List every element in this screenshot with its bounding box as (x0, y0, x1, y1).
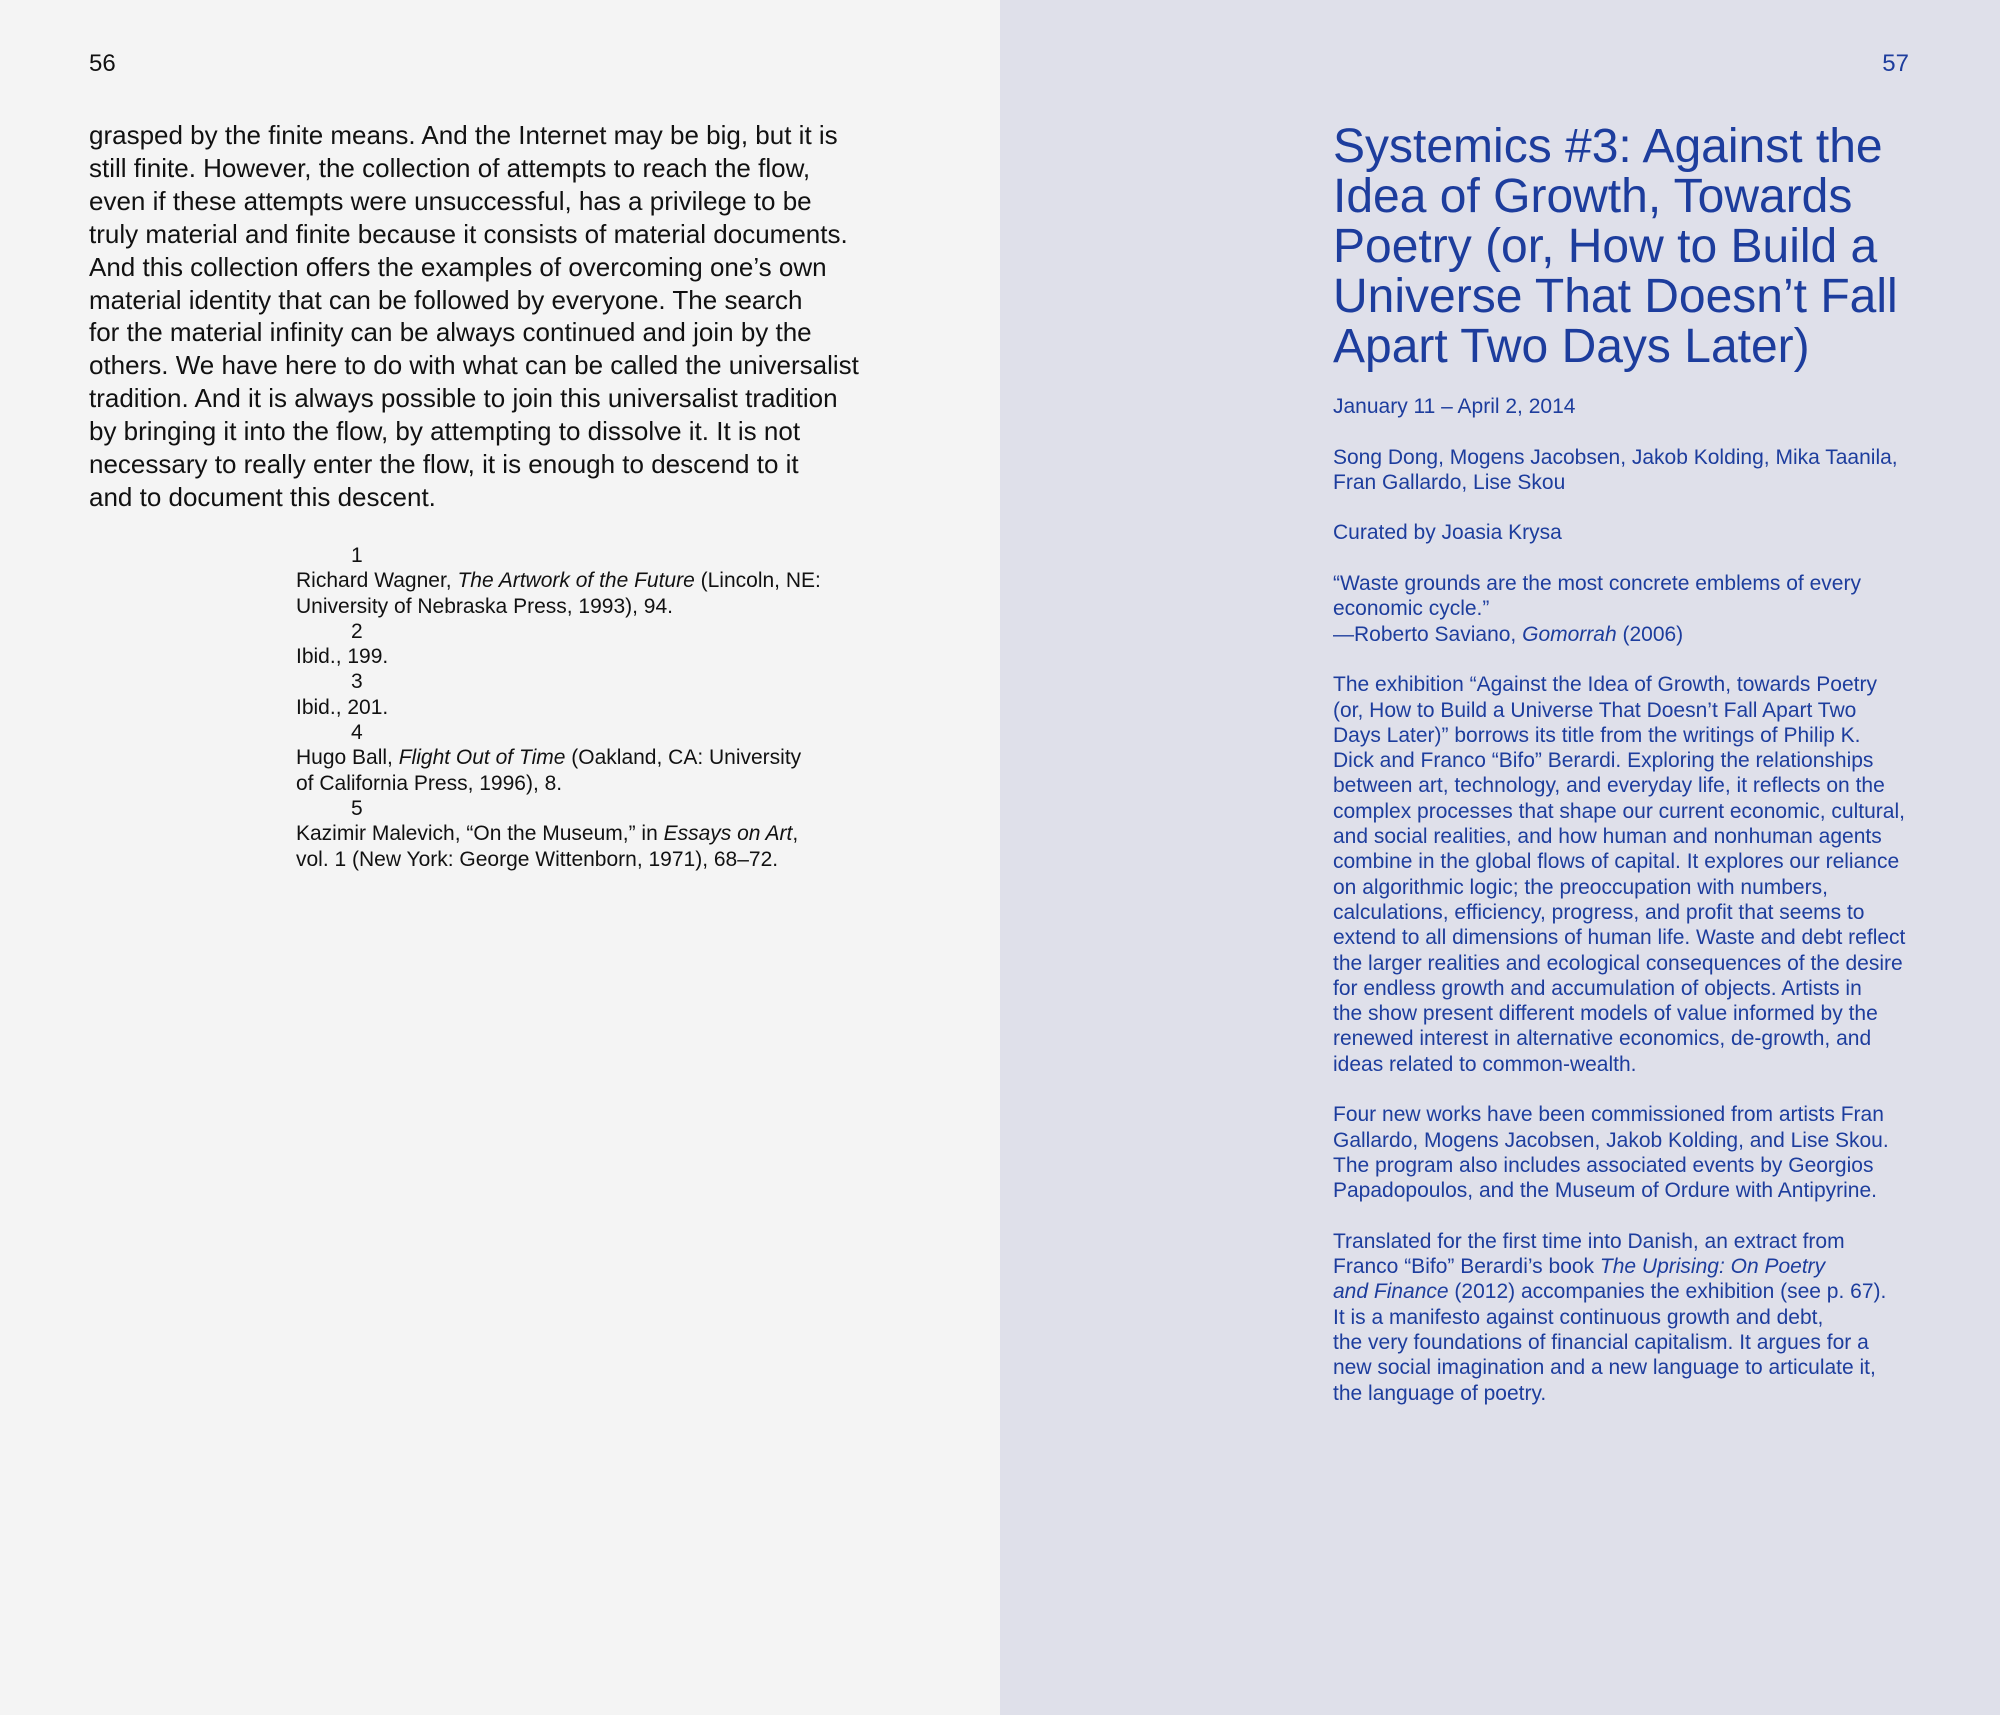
spacer (1333, 546, 1905, 571)
spacer (1333, 1204, 1905, 1229)
text-line: And this collection offers the examples of overcoming one’s own (89, 251, 827, 282)
page-number: 57 (1882, 50, 1909, 77)
text-line: The exhibition “Against the Idea of Growth, towards Poetry (1333, 673, 1877, 697)
text-line: grasped by the finite means. And the Internet may be big, but it is (89, 120, 838, 150)
text-run: (2006) (1616, 622, 1684, 646)
text-line: and to document this descent. (89, 481, 436, 512)
footnote (296, 796, 821, 872)
spacer (1333, 1077, 1905, 1102)
text-line (296, 745, 821, 770)
text-line: calculations, efficiency, progress, and profit that seems to (1333, 900, 1865, 924)
text-line: for the material infinity can be always continued and join by the (89, 317, 812, 348)
spacer (1333, 419, 1905, 444)
italic-title: and Finance (1333, 1280, 1449, 1304)
italic-title: Essays on Art (663, 822, 793, 846)
text-line: the very foundations of financial capitalism. It argues for a (1333, 1330, 1869, 1354)
text-line: necessary to really enter the flow, it is enough to descend to it (89, 449, 799, 480)
text-line: still finite. However, the collection of attempts to reach the flow, (89, 152, 811, 183)
italic-title: Gomorrah (1522, 622, 1617, 646)
text-run: (2012) accompanies the exhibition (see p. 67). (1448, 1280, 1887, 1304)
text-line: vol. 1 (New York: George Wittenborn, 1971), 68–72. (296, 847, 779, 871)
text-line: complex processes that shape our current economic, cultural, (1333, 799, 1905, 823)
text-line: Apart Two Days Later) (1333, 320, 1810, 373)
footnote-number: 3 (351, 670, 363, 694)
text-line: Ibid., 201. (296, 695, 389, 719)
text-line: Fran Gallardo, Lise Skou (1333, 470, 1566, 494)
text-line: renewed interest in alternative economics, de-growth, and (1333, 1027, 1872, 1051)
italic-title: Flight Out of Time (398, 746, 566, 770)
text-line: Systemics #3: Against the (1333, 120, 1883, 173)
description-paragraph (1333, 672, 1905, 1077)
footnotes (296, 543, 821, 872)
text-line: Translated for the first time into Danish, an extract from (1333, 1229, 1845, 1253)
footnote (296, 720, 821, 796)
text-line: Papadopoulos, and the Museum of Ordure with Antipyrine. (1333, 1179, 1877, 1203)
text-line: University of Nebraska Press, 1993), 94. (296, 594, 673, 618)
text-line: even if these attempts were unsuccessful, has a privilege to be (89, 185, 812, 216)
text-line: Ibid., 199. (296, 645, 389, 669)
text-line: the larger realities and ecological consequences of the desire (1333, 951, 1903, 975)
text-run: , (792, 822, 799, 846)
spacer (1333, 647, 1905, 672)
epigraph (1333, 571, 1905, 647)
exhibition-text (1333, 394, 1905, 1406)
spacer (1333, 495, 1905, 520)
text-line: on algorithmic logic; the preoccupation with numbers, (1333, 875, 1828, 899)
page-number: 56 (89, 50, 116, 77)
text-line: by bringing it into the flow, by attempting to dissolve it. It is not (89, 416, 801, 447)
description-paragraph (1333, 1229, 1905, 1406)
footnote (296, 669, 821, 720)
description-paragraph (1333, 1102, 1905, 1203)
text-line: Song Dong, Mogens Jacobsen, Jakob Kolding, Mika Taanila, (1333, 445, 1898, 469)
artist-list (1333, 445, 1905, 496)
text-line: Dick and Franco “Bifo” Berardi. Exploring the relationships (1333, 749, 1874, 773)
text-line (1333, 1254, 1905, 1279)
text-line: new social imagination and a new language to articulate it, (1333, 1356, 1876, 1380)
text-line: “Waste grounds are the most concrete emblems of every (1333, 572, 1861, 596)
text-line: Gallardo, Mogens Jacobsen, Jakob Kolding, and Lise Skou. (1333, 1128, 1889, 1152)
exhibition-dates: January 11 – April 2, 2014 (1333, 395, 1576, 418)
footnote (296, 543, 821, 619)
footnote-number: 4 (351, 721, 363, 745)
text-run: Franco “Bifo” Berardi’s book (1333, 1255, 1600, 1279)
text-line: of California Press, 1996), 8. (296, 771, 563, 795)
text-line (296, 568, 821, 593)
text-run: (Oakland, CA: University (565, 746, 802, 770)
right-page (1000, 0, 2000, 1715)
text-line: the show present different models of value informed by the (1333, 1002, 1878, 1026)
text-line: others. We have here to do with what can be called the universalist (89, 350, 859, 381)
text-line: ideas related to common-wealth. (1333, 1052, 1637, 1076)
text-line: Universe That Doesn’t Fall (1333, 270, 1898, 323)
text-run: Hugo Ball, (296, 746, 399, 770)
text-line: tradition. And it is always possible to join this universalist tradition (89, 383, 838, 414)
text-run: Kazimir Malevich, “On the Museum,” in (296, 822, 664, 846)
italic-title: The Artwork of the Future (457, 569, 695, 593)
text-line (1333, 1279, 1905, 1304)
text-line: The program also includes associated events by Georgios (1333, 1153, 1874, 1177)
text-line: economic cycle.” (1333, 597, 1490, 621)
text-line: Idea of Growth, Towards (1333, 170, 1853, 223)
text-line: material identity that can be followed by everyone. The search (89, 284, 803, 315)
text-line: extend to all dimensions of human life. Waste and debt reflect (1333, 926, 1906, 950)
text-line: combine in the global flows of capital. It explores our reliance (1333, 850, 1900, 874)
text-line: (or, How to Build a Universe That Doesn’t Fall Apart Two (1333, 698, 1857, 722)
text-run: —Roberto Saviano, (1333, 622, 1523, 646)
text-run: Richard Wagner, (296, 569, 458, 593)
text-line: Poetry (or, How to Build a (1333, 220, 1878, 273)
exhibition-title (1333, 122, 1898, 372)
text-line: and social realities, and how human and nonhuman agents (1333, 825, 1882, 849)
footnote (296, 619, 821, 670)
footnote-number: 2 (351, 619, 363, 643)
text-line: for endless growth and accumulation of objects. Artists in (1333, 976, 1862, 1000)
curator-credit: Curated by Joasia Krysa (1333, 521, 1562, 545)
text-line: Four new works have been commissioned from artists Fran (1333, 1103, 1884, 1127)
footnote-number: 5 (351, 796, 363, 820)
italic-title: The Uprising: On Poetry (1599, 1255, 1826, 1279)
body-text (89, 119, 859, 514)
text-line: between art, technology, and everyday life, it reflects on the (1333, 774, 1885, 798)
text-line (296, 821, 821, 846)
text-line: Days Later)” borrows its title from the writings of Philip K. (1333, 723, 1861, 747)
text-line: the language of poetry. (1333, 1381, 1547, 1405)
text-line: truly material and finite because it consists of material documents. (89, 218, 848, 249)
text-line: It is a manifesto against continuous growth and debt, (1333, 1305, 1824, 1329)
text-line (1333, 622, 1905, 647)
footnote-number: 1 (351, 544, 363, 567)
text-run: (Lincoln, NE: (694, 569, 821, 593)
